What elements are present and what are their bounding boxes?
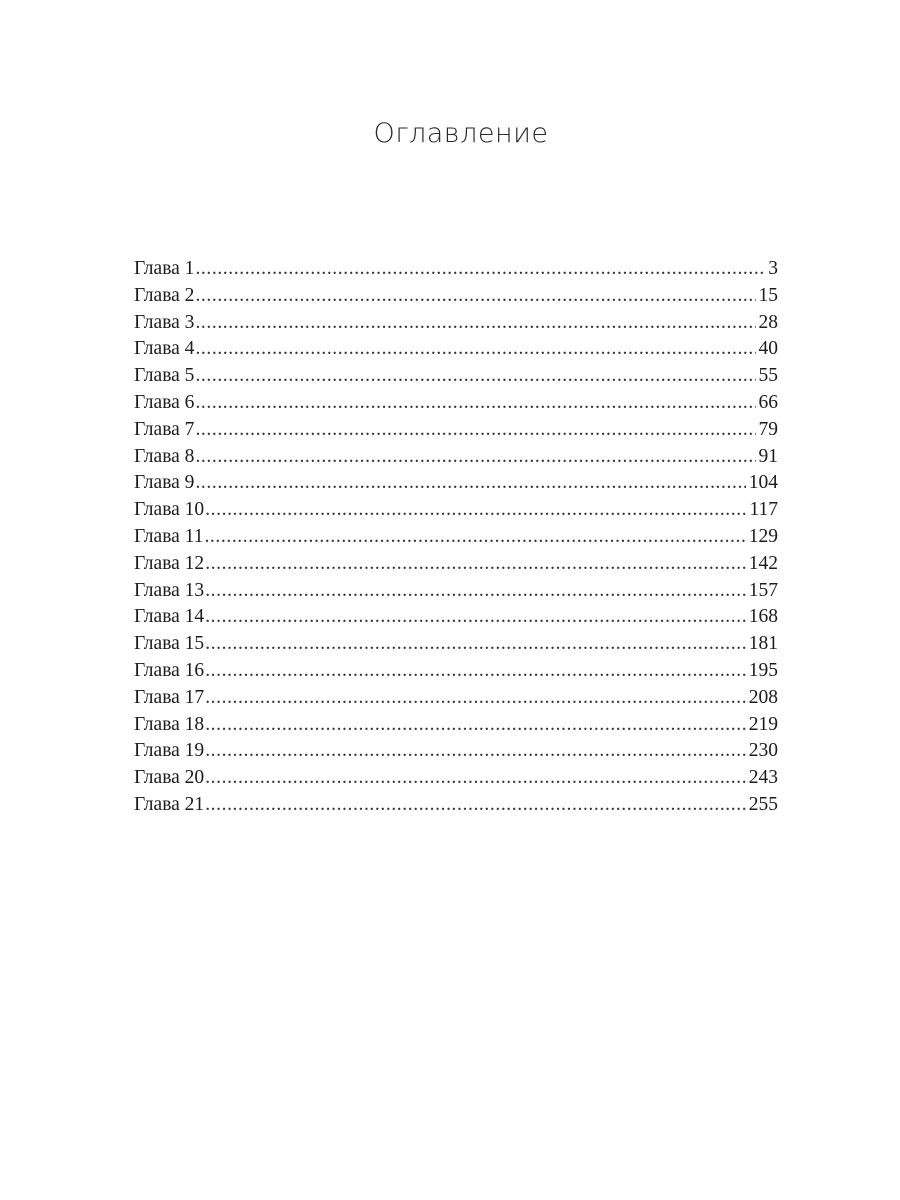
table-of-contents: [134, 256, 778, 819]
toc-entry-label: Глава 20: [134, 767, 205, 789]
toc-entry-page-number: 195: [748, 659, 778, 681]
toc-entry[interactable]: [134, 738, 778, 765]
toc-entry-page-number: 157: [748, 579, 778, 601]
dot-leader: [205, 578, 746, 605]
toc-entry-label: Глава 17: [134, 686, 205, 708]
dot-leader: [205, 497, 746, 524]
toc-entry-label: Глава 16: [134, 659, 205, 681]
toc-entry-label: Глава 5: [134, 365, 195, 387]
toc-entry[interactable]: [134, 604, 778, 631]
toc-entry[interactable]: [134, 310, 778, 337]
toc-entry-page-number: 66: [758, 391, 778, 413]
toc-entry-label: Глава 21: [134, 793, 205, 815]
toc-entry-label: Глава 2: [134, 284, 195, 306]
toc-entry-page-number: 219: [748, 713, 778, 735]
toc-entry-label: Глава 14: [134, 606, 205, 628]
toc-entry[interactable]: [134, 417, 778, 444]
toc-entry[interactable]: [134, 765, 778, 792]
dot-leader: [195, 390, 755, 417]
toc-entry[interactable]: [134, 283, 778, 310]
toc-entry-label: Глава 9: [134, 472, 195, 494]
toc-entry[interactable]: [134, 658, 778, 685]
toc-entry-label: Глава 19: [134, 740, 205, 762]
toc-entry[interactable]: [134, 256, 778, 283]
toc-entry-page-number: 129: [748, 525, 778, 547]
toc-entry[interactable]: [134, 792, 778, 819]
dot-leader: [195, 283, 755, 310]
toc-entry-label: Глава 18: [134, 713, 205, 735]
dot-leader: [205, 712, 746, 739]
toc-entry-label: Глава 8: [134, 445, 195, 467]
toc-entry-label: Глава 3: [134, 311, 195, 333]
dot-leader: [204, 524, 745, 551]
dot-leader: [205, 685, 746, 712]
dot-leader: [205, 631, 746, 658]
toc-entry-page-number: 104: [748, 472, 778, 494]
toc-entry[interactable]: [134, 712, 778, 739]
toc-entry-label: Глава 1: [134, 258, 195, 279]
toc-entry[interactable]: [134, 336, 778, 363]
dot-leader: [195, 256, 765, 283]
toc-entry[interactable]: [134, 497, 778, 524]
toc-entry-label: Глава 6: [134, 391, 195, 413]
toc-entry[interactable]: [134, 390, 778, 417]
dot-leader: [205, 738, 746, 765]
dot-leader: [195, 336, 755, 363]
toc-entry-page-number: 40: [758, 338, 778, 360]
toc-entry-page-number: 208: [748, 686, 778, 708]
toc-entry[interactable]: [134, 685, 778, 712]
page-title: Оглавление: [373, 118, 549, 149]
toc-entry-label: Глава 10: [134, 499, 205, 521]
toc-entry-page-number: 142: [748, 552, 778, 574]
toc-entry-page-number: 243: [748, 767, 778, 789]
toc-entry-page-number: 55: [758, 365, 778, 387]
dot-leader: [195, 417, 755, 444]
toc-entry-page-number: 3: [768, 258, 778, 279]
toc-entry-label: Глава 15: [134, 633, 205, 655]
toc-entry-page-number: 117: [749, 499, 778, 521]
toc-entry-page-number: 168: [748, 606, 778, 628]
toc-entry[interactable]: [134, 524, 778, 551]
toc-entry-label: Глава 11: [134, 525, 204, 547]
toc-entry-label: Глава 13: [134, 579, 205, 601]
dot-leader: [205, 765, 746, 792]
toc-entry-label: Глава 4: [134, 338, 195, 360]
dot-leader: [205, 551, 746, 578]
toc-entry[interactable]: [134, 470, 778, 497]
dot-leader: [195, 470, 745, 497]
toc-entry-page-number: 255: [748, 793, 778, 815]
toc-entry-page-number: 230: [748, 740, 778, 762]
dot-leader: [195, 444, 755, 471]
dot-leader: [205, 604, 746, 631]
dot-leader: [195, 363, 755, 390]
toc-entry[interactable]: [134, 578, 778, 605]
toc-entry-page-number: 15: [758, 284, 778, 306]
dot-leader: [195, 310, 755, 337]
toc-entry-page-number: 91: [758, 445, 778, 467]
toc-entry[interactable]: [134, 551, 778, 578]
toc-entry-page-number: 28: [758, 311, 778, 333]
toc-entry-page-number: 79: [758, 418, 778, 440]
toc-entry-label: Глава 12: [134, 552, 205, 574]
toc-entry[interactable]: [134, 444, 778, 471]
toc-entry[interactable]: [134, 631, 778, 658]
toc-entry-page-number: 181: [748, 633, 778, 655]
toc-entry-label: Глава 7: [134, 418, 195, 440]
dot-leader: [205, 658, 746, 685]
dot-leader: [205, 792, 746, 819]
toc-entry[interactable]: [134, 363, 778, 390]
